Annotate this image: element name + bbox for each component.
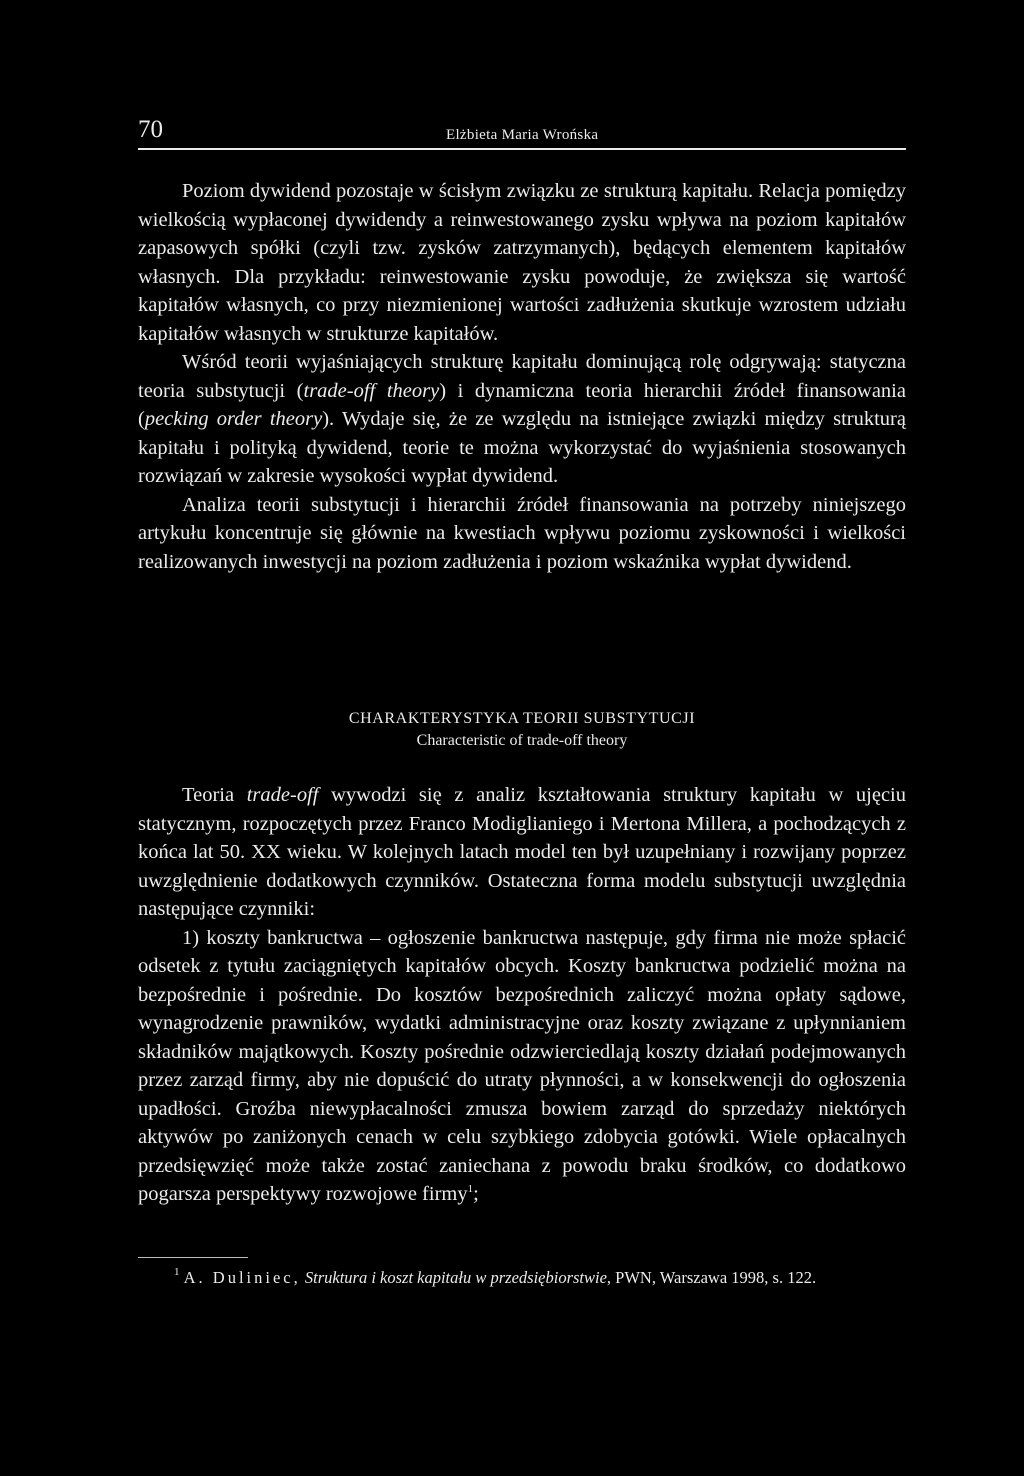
list-item-1-end: ; — [473, 1183, 479, 1205]
paragraph-2-text-c: ). Wydaje się, że ze względu na istniejące związki między strukturą kapitału i polityką dywidend, teorie te można wykorzystać do wyjaśnienia stosowanych rozwiązań w zakresie wysokości wypłat dywidend. — [138, 408, 906, 487]
footnote-marker: 1 — [174, 1266, 180, 1278]
footnote-reference[interactable]: 1 — [467, 1183, 474, 1195]
running-head: Elżbieta Maria Wrońska — [446, 127, 599, 143]
footnote-author: A. Duliniec, — [183, 1268, 301, 1287]
section-subtitle: Characteristic of trade-off theory — [416, 732, 628, 749]
footnote-details: , PWN, Warszawa 1998, s. 122. — [606, 1268, 817, 1287]
section-paragraph-1-text-b: wywodzi się z analiz kształtowania struktury kapitału w ujęciu statycznym, rozpoczętych przez Franco Modiglianiego i Mertona Millera, a pochodzących z końca lat 50. XX wieku. W kolejnych latach model ten był uzupełniany i rozwijany poprzez uwzględnienie dodatkowych czynników. Ostateczna forma modelu substytucji uwzględnia następujące czynniki: — [138, 784, 906, 920]
page-number: 70 — [138, 116, 163, 143]
section-heading — [138, 708, 906, 752]
paragraph-3: Analiza teorii substytucji i hierarchii źródeł finansowania na potrzeby niniejszego artykułu koncentruje się głównie na kwestiach wpływu poziomu zyskowności i wielkości realizowanych inwestycji na poziom zadłużenia i poziom wskaźnika wypłat dywidend. — [138, 493, 906, 573]
paragraph-2-text-a: Wśród teorii wyjaśniających strukturę kapitału dominującą rolę odgrywają: statyczna teoria substytucji ( — [138, 351, 906, 402]
footnote-rule — [138, 1257, 248, 1258]
section-paragraph-1 — [138, 781, 906, 924]
paragraph-2-term-pecking-order: pecking order theory — [144, 408, 323, 430]
page-header — [138, 112, 906, 150]
footnote — [138, 1266, 906, 1290]
footnote-title: Struktura i koszt kapitału w przedsiębiorstwie — [304, 1268, 607, 1287]
paragraph-1: Poziom dywidend pozostaje w ścisłym związku ze strukturą kapitału. Relacja pomiędzy wielkością wypłaconej dywidendy a reinwestowanego zysku wpływa na poziom kapitałów zapasowych spółki (czyli tzw. zysków zatrzymanych), będących elementem kapitałów własnych. Dla przykładu: reinwestowanie zysku powoduje, że zwiększa się wartość kapitałów własnych, co przy niezmienionej wartości zadłużenia skutkuje wzrostem udziału kapitałów własnych w strukturze kapitałów. — [138, 180, 906, 345]
document-page — [138, 0, 906, 1476]
paragraph-2 — [138, 348, 906, 491]
list-item-1-text: 1) koszty bankructwa – ogłoszenie bankructwa następuje, gdy firma nie może spłacić odsetek z tytułu zaciągniętych kapitałów obcych. Koszty bankructwa podzielić można na bezpośrednie i pośrednie. Do kosztów bezpośrednich zaliczyć można opłaty sądowe, wynagrodzenie prawników, wydatki administracyjne oraz koszty związane z upłynnianiem składników majątkowych. Koszty pośrednie odzwierciedlają koszty działań podejmowanych przez zarząd firmy, aby nie dopuścić do utraty płynności, a w konsekwencji do ogłoszenia upadłości. Groźba niewypłacalności zmusza bowiem zarząd do sprzedaży niektórych aktywów po zaniżonych cenach w celu szybkiego zdobycia gotówki. Wiele opłacalnych przedsięwzięć może także zostać zaniechana z powodu braku środków, co dodatkowo pogarsza perspektywy rozwojowe firmy — [138, 926, 906, 1205]
paragraph-2-term-trade-off: trade-off theory — [303, 379, 440, 402]
section-paragraph-1-text-a: Teoria — [182, 784, 247, 806]
list-item-1 — [138, 924, 906, 1209]
body-text — [138, 177, 906, 576]
paragraph-2-text-b: ) i dynamiczna teoria hierarchii źródeł finansowania ( — [138, 379, 906, 430]
section-body — [138, 781, 906, 1209]
section-paragraph-1-term: trade-off — [246, 784, 319, 806]
section-title: CHARAKTERYSTYKA TEORII SUBSTYTUCJI — [348, 710, 696, 727]
